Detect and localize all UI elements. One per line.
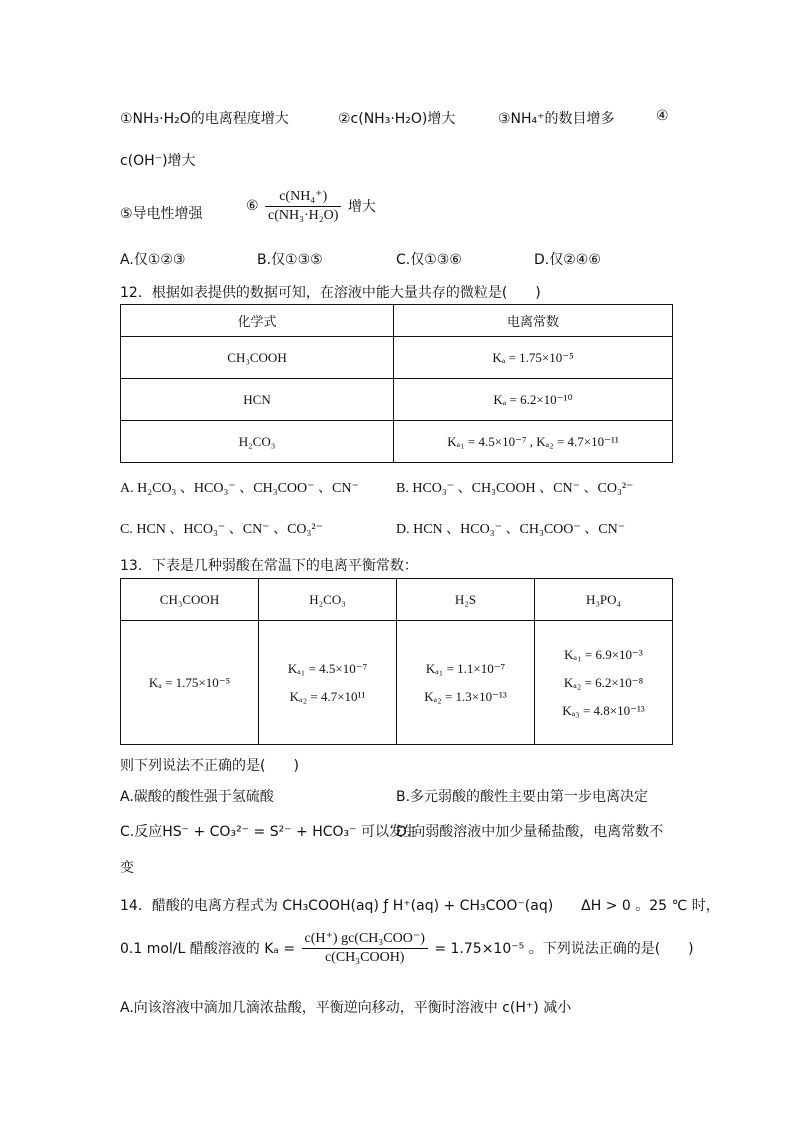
q14-option-a: A.向该溶液中滴加几滴浓盐酸，平衡逆向移动，平衡时溶液中 c(H⁺) 减小	[120, 1000, 572, 1016]
q14-line-2-suffix: = 1.75×10⁻⁵ 。下列说法正确的是( )	[434, 941, 694, 957]
q13-option-d-line-2: 变	[120, 860, 134, 876]
q13-cell-ch3cooh	[121, 621, 259, 745]
q13-option-c: C.反应HS⁻ + CO₃²⁻ = S²⁻ + HCO₃⁻ 可以发生	[120, 824, 417, 840]
q13-ka1-h3po4: Kₐ₁ = 6.9×10⁻³	[564, 646, 643, 662]
q13-cell-h3po4	[535, 621, 673, 745]
q13-ka2-h2co3: Kₐ₂ = 4.7×10¹¹	[289, 688, 366, 704]
q13-ka1-h2co3: Kₐ₁ = 4.5×10⁻⁷	[287, 660, 368, 676]
q13-ka2-h3po4: Kₐ₂ = 6.2×10⁻⁸	[563, 674, 644, 690]
q12-option-b: B. HCO₃⁻ 、CH₃COOH 、CN⁻ 、CO₃²⁻	[396, 481, 634, 496]
q13-option-d-line-1: D.向弱酸溶液中加少量稀盐酸，电离常数不	[396, 824, 664, 840]
q13-stem: 13．下表是几种弱酸在常温下的电离平衡常数：	[120, 558, 418, 574]
q11-option-a: A.仅①②③	[120, 252, 186, 268]
q11-item-6-fraction	[265, 188, 341, 224]
q12-header-formula: 化学式	[121, 305, 394, 337]
q13-header-h3po4: H₃PO₄	[535, 579, 673, 621]
q13-option-b: B.多元弱酸的酸性主要由第一步电离决定	[396, 789, 649, 805]
q12-option-c: C. HCN 、HCO₃⁻ 、CN⁻ 、CO₃²⁻	[120, 522, 323, 537]
q12-stem: 12．根据如表提供的数据可知，在溶液中能大量共存的微粒是( )	[120, 285, 541, 301]
q12-option-a: A. H₂CO₃ 、HCO₃⁻ 、CH₃COO⁻ 、CN⁻	[120, 481, 359, 496]
q11-item-3: ③NH₄⁺的数目增多	[498, 111, 615, 127]
q11-item-1: ①NH₃·H₂O的电离程度增大	[120, 111, 289, 127]
q13-table	[120, 578, 673, 745]
q13-header-h2s: H₂S	[397, 579, 535, 621]
q11-item-6-suffix: 增大	[347, 199, 376, 215]
q13-question: 则下列说法不正确的是( )	[120, 758, 299, 774]
q13-ka2-h2s: Kₐ₂ = 1.3×10⁻¹³	[424, 688, 507, 704]
q11-option-c: C.仅①③⑥	[396, 252, 462, 268]
q13-header-h2co3: H₂CO₃	[259, 579, 397, 621]
q12-formula-1: CH₃COOH	[121, 337, 394, 379]
q13-option-a: A.碳酸的酸性强于氢硫酸	[120, 789, 274, 805]
q14-ka-fraction	[302, 930, 428, 966]
q14-line-2-prefix: 0.1 mol/L 醋酸溶液的 Kₐ =	[120, 941, 296, 957]
q11-item-6-denominator: c(NH₃·H₂O)	[268, 208, 339, 223]
q14-fraction-denominator: c(CH₃COOH)	[324, 950, 405, 965]
q11-item-4-text: c(OH⁻)增大	[120, 153, 196, 169]
q11-item-5: ⑤导电性增强	[120, 206, 203, 222]
q11-item-4-number: ④	[656, 108, 669, 124]
q14-fraction-numerator: c(H⁺) gc(CH₃COO⁻)	[302, 930, 428, 949]
q12-header-constant: 电离常数	[394, 305, 673, 337]
q13-ka-ch3cooh: Kₐ = 1.75×10⁻⁵	[148, 674, 231, 690]
q13-cell-h2co3	[259, 621, 397, 745]
q11-option-b: B.仅①③⑤	[257, 252, 323, 268]
q13-header-ch3cooh: CH₃COOH	[121, 579, 259, 621]
q11-item-6	[246, 188, 376, 224]
q13-ka1-h2s: Kₐ₁ = 1.1×10⁻⁷	[425, 660, 506, 676]
q12-constant-2: Kₐ = 6.2×10⁻¹⁰	[394, 379, 673, 421]
q14-line-2	[120, 930, 694, 966]
q11-item-6-numerator: c(NH₄⁺)	[265, 188, 341, 207]
q12-table	[120, 304, 673, 463]
q12-formula-3: H₂CO₃	[121, 421, 394, 463]
q13-ka3-h3po4: Kₐ₃ = 4.8×10⁻¹³	[562, 702, 645, 718]
q12-formula-2: HCN	[121, 379, 394, 421]
q14-line-1: 14．醋酸的电离方程式为 CH₃COOH(aq) ƒ H⁺(aq) + CH₃COO⁻(aq) ΔH > 0 。25 ℃ 时，	[120, 898, 720, 914]
q13-cell-h2s	[397, 621, 535, 745]
q12-constant-1: Kₐ = 1.75×10⁻⁵	[394, 337, 673, 379]
q11-item-6-prefix: ⑥	[246, 198, 259, 214]
q12-option-d: D. HCN 、HCO₃⁻ 、CH₃COO⁻ 、CN⁻	[396, 522, 626, 537]
q11-option-d: D.仅②④⑥	[534, 252, 601, 268]
q11-item-2: ②c(NH₃·H₂O)增大	[338, 111, 456, 127]
q12-constant-3: Kₐ₁ = 4.5×10⁻⁷ , Kₐ₂ = 4.7×10⁻¹¹	[394, 421, 673, 463]
